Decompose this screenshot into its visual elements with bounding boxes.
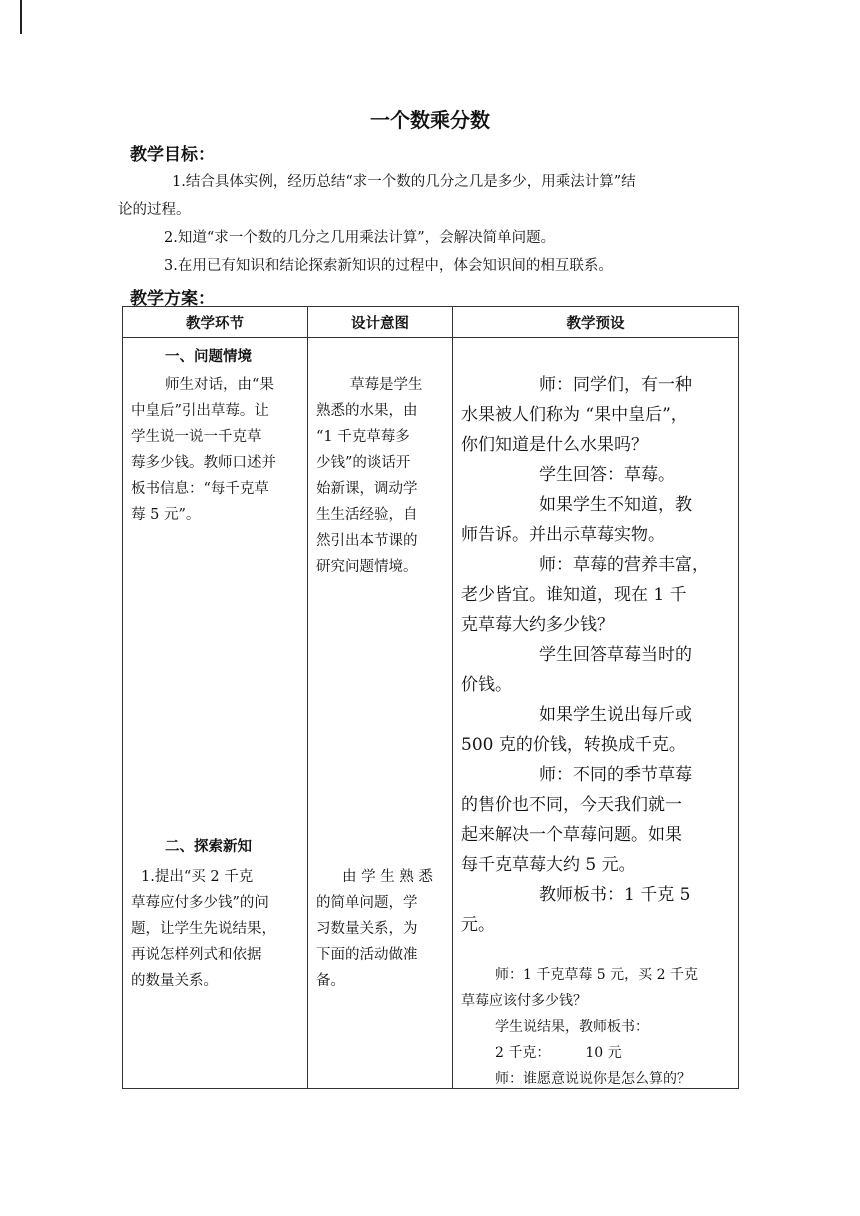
header-teaching-plan: 教学预设 [453,307,739,338]
stage-2-line: 的数量关系。 [131,973,218,989]
objective-3: 3.在用已有知识和结论探索新知识的过程中，体会知识间的相互联系。 [164,258,613,274]
intent-1-line: 研究问题情境。 [316,559,418,575]
plan-line: 如果学生说出每斤或 [539,705,692,725]
stage-1-line: 师生对话，由“果 [165,377,274,393]
plan-line: 教师板书：1 千克 5 [539,885,691,905]
plan-line: 如果学生不知道，教 [539,495,692,515]
intent-1-line: 少钱”的谈话开 [316,455,411,471]
intent-1-line: 熟悉的水果，由 [316,403,418,419]
plan-line: 师：同学们，有一种 [539,375,692,395]
plan-small-line: 2 千克： 10 元 [495,1045,622,1061]
plan-line: 师：草莓的营养丰富， [539,555,709,575]
stage-2-line: 再说怎样列式和依据 [131,947,262,963]
objectives-heading: 教学目标： [130,145,215,165]
plan-line: 学生回答：草莓。 [539,465,675,485]
plan-small-line: 师：1 千克草莓 5 元，买 2 千克 [495,967,698,983]
stage-2-line: 题，让学生先说结果， [131,921,276,937]
teaching-plan-table [122,306,739,1089]
stage-1-line: 莓多少钱。教师口述并 [131,455,276,471]
stage-2-line: 1.提出“买 2 千克 [141,869,254,885]
intent-1-line: 草莓是学生 [350,377,423,393]
header-teaching-stage: 教学环节 [123,307,308,338]
header-design-intent: 设计意图 [308,307,453,338]
plan-line: 水果被人们称为 “果中皇后”， [461,405,688,425]
plan-line: 你们知道是什么水果吗？ [461,435,648,455]
plan-line: 老少皆宜。谁知道，现在 1 千 [461,585,687,605]
stage-1-line: 中皇后”引出草莓。让 [131,403,269,419]
section-2-title: 二、探索新知 [165,839,252,855]
intent-1-line: 始新课，调动学 [316,481,418,497]
intent-1-line: 然引出本节课的 [316,533,418,549]
intent-2-line: 习数量关系，为 [316,921,418,937]
plan-line: 克草莓大约多少钱？ [461,615,614,635]
page-edge-mark [20,0,22,34]
table-header-row [123,307,739,338]
objective-1-line-1: 1.结合具体实例，经历总结“求一个数的几分之几是多少，用乘法计算”结 [172,174,636,190]
plan-small-line: 草莓应该付多少钱？ [461,993,587,1009]
intent-1-line: “1 千克草莓多 [316,429,410,445]
table-body-row [123,338,739,1089]
intent-2-line: 的简单问题，学 [316,895,418,911]
plan-small-line: 学生说结果，教师板书： [495,1019,649,1035]
intent-2-line: 备。 [316,973,345,989]
plan-heading: 教学方案： [130,289,215,309]
plan-line: 元。 [461,915,495,935]
stage-1-line: 板书信息：“每千克草 [131,481,269,497]
plan-line: 师告诉。并出示草莓实物。 [461,525,665,545]
stage-1-line: 莓 5 元”。 [131,507,201,523]
plan-line: 价钱。 [461,675,512,695]
page-title: 一个数乘分数 [370,108,490,132]
stage-cell [123,338,308,1089]
intent-2-line: 下面的活动做准 [316,947,418,963]
plan-cell [453,338,739,1089]
stage-1-line: 学生说一说一千克草 [131,429,262,445]
intent-cell [308,338,453,1089]
intent-2-line: 由 学 生 熟 悉 [342,869,433,885]
plan-line: 起来解决一个草莓问题。如果 [461,825,682,845]
plan-line: 每千克草莓大约 5 元。 [461,855,636,875]
plan-line: 师：不同的季节草莓 [539,765,692,785]
plan-line: 的售价也不同，今天我们就一 [461,795,682,815]
section-1-title: 一、问题情境 [165,349,252,365]
plan-line: 500 克的价钱，转换成千克。 [461,735,686,755]
intent-1-line: 生生活经验，自 [316,507,418,523]
stage-2-line: 草莓应付多少钱”的问 [131,895,269,911]
plan-line: 学生回答草莓当时的 [539,645,692,665]
objective-2: 2.知道“求一个数的几分之几用乘法计算”，会解决简单问题。 [164,230,556,246]
plan-small-line: 师：谁愿意说说你是怎么算的？ [495,1071,691,1087]
objective-1-line-2: 论的过程。 [118,202,191,218]
